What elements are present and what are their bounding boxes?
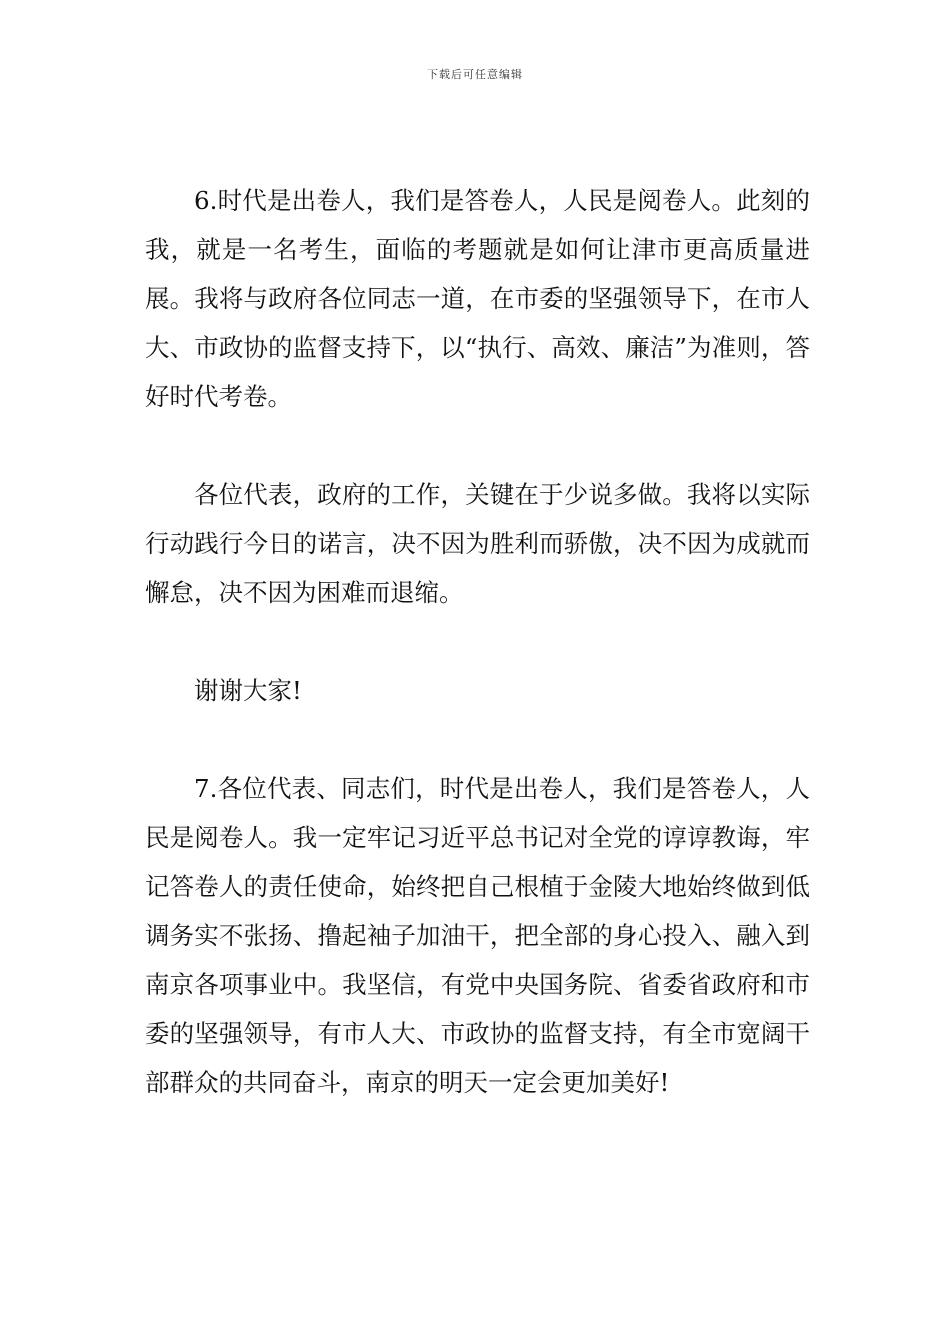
page-header: 下载后可任意编辑: [427, 68, 523, 81]
paragraph-representatives: 各位代表，政府的工作，关键在于少说多做。我将以实际行动践行今日的诺言，决不因为胜利而骄傲，决不因为成就而懈怠，决不因为困难而退缩。: [145, 480, 810, 607]
paragraph-6: 6.时代是出卷人，我们是答卷人，人民是阅卷人。此刻的我，就是一名考生，面临的考题就是如何让津市更高质量进展。我将与政府各位同志一道，在市委的坚强领导下，在市人大、市政协的监督支持下，以“执行、高效、廉洁”为准则，答好时代考卷。: [145, 186, 810, 411]
paragraph-7: 7.各位代表、同志们，时代是出卷人，我们是答卷人，人民是阅卷人。我一定牢记习近平总书记对全党的谆谆教诲，牢记答卷人的责任使命，始终把自己根植于金陵大地始终做到低调务实不张扬、撸起袖子加油干，把全部的身心投入、融入到南京各项事业中。我坚信，有党中央国务院、省委省政府和市委的坚强领导，有市人大、市政协的监督支持，有全市宽阔干部群众的共同奋斗，南京的明天一定会更加美好!: [145, 774, 810, 1097]
document-body: [145, 176, 810, 1107]
paragraph-gap: [145, 715, 810, 764]
paragraph-gap: [145, 617, 810, 666]
paragraph-thanks: 谢谢大家!: [194, 676, 302, 705]
paragraph-gap: [145, 421, 810, 470]
